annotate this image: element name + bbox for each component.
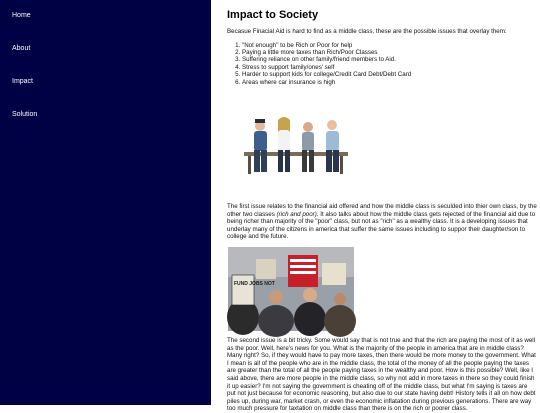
issue-one-paragraph — [227, 203, 537, 241]
paragraph-text: . It also talks about how the middle class gets rejected of the financial aid due to being richer than majority of the "poor" class, but not as "rich" as a wealthy class. It is a developing issues that underlay many of the citizens in america that suffer the same issues including to suppor their daughter/son to college and the future. — [227, 210, 536, 241]
list-item: 6. Areas where car insurance is high — [242, 79, 537, 86]
nav-impact-link[interactable]: Impact — [12, 78, 34, 85]
protest-image — [228, 247, 354, 331]
list-item: 2. Paying a little more taxes than Rich/Poor Classes — [242, 49, 537, 56]
intro-text: Becasue Finacial Aid is hard to find as a middle class, these are the possible issues that overlay them: — [227, 28, 507, 35]
list-item: 3. Suffering reliance on other family/friend members to Aid. — [242, 56, 537, 63]
protest-sign-text: FUND JOBS NOT — [234, 281, 275, 287]
paragraph-emphasis: (rich and poor) — [276, 210, 317, 218]
nav-home-link[interactable]: Home — [12, 12, 31, 19]
people-on-bench-image — [242, 108, 350, 178]
issues-list — [227, 42, 537, 86]
list-item: 4. Stress to support family/ones' self — [242, 64, 537, 71]
paragraph-text: The first issue relates to the financial aid offered and how the middle class is seculded into thier own class, by the other two classes — [227, 203, 537, 218]
sidebar — [0, 0, 211, 405]
nav-about-link[interactable]: About — [12, 45, 31, 52]
main-content — [211, 0, 540, 413]
nav-solution-link[interactable]: Solution — [12, 111, 38, 118]
page-title: Impact to Society — [227, 9, 319, 21]
list-item: 5. Harder to support kids for college/Credit Card Debt/Debt Card — [242, 71, 537, 78]
issue-two-paragraph: The second issue is a bit tricky. Some would say that is not true and that the rich are paying the most of it as well as the poor. Well, here's news for you. What is the majority of the people in america that are in middle class? Many right? So, if they would have to pay more taxes, then there would be more money to the government. What I mean is all of the people who are in the middle class, the total of the money of all the people paying the taxes are greater than the total of all the people paying taxes in the wealthy and poor. How is this possible? Well, like I said above, there are more people in the middle class, so why not add in more taxes in there so they could finish it up easier? I'm not saying the government is cheating off of the middle class, but what I'm saying is taxes are put not just because for economic reasoning, but also due to our state having debt! History tells it all on how debt piles up, during war, market crash, or even the economic inflatation during previous generations. There are way too much pressure for taxtation on middle class than there is on the rich or poorer class. — [227, 337, 536, 413]
list-item: 1. "Not enough" to be Rich or Poor for help — [242, 42, 537, 49]
